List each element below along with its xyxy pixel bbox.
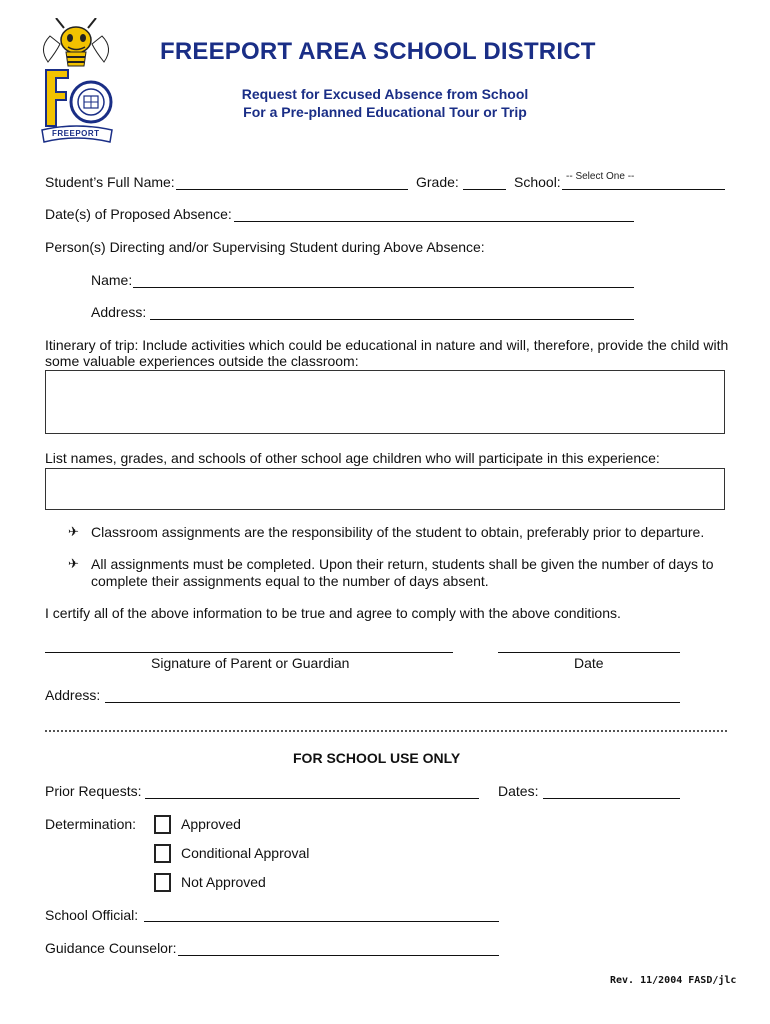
school-use-heading: FOR SCHOOL USE ONLY — [293, 750, 461, 766]
parent-signature-label: Signature of Parent or Guardian — [151, 655, 350, 671]
student-name-label: Student’s Full Name: — [45, 174, 175, 190]
parent-signature-field[interactable] — [45, 652, 453, 653]
not-approved-checkbox[interactable] — [154, 873, 171, 892]
supervisor-name-field[interactable] — [133, 287, 634, 288]
bullet-item-2-line1: All assignments must be completed. Upon their return, students shall be given the number of days to — [91, 556, 714, 572]
supervisor-address-label: Address: — [91, 304, 147, 320]
prior-requests-field[interactable] — [145, 798, 479, 799]
itinerary-label-line1: Itinerary of trip: Include activities which could be educational in nature and will, therefore, provide the child with — [45, 337, 729, 353]
itinerary-label-line2: some valuable experiences outside the classroom: — [45, 353, 359, 369]
bullet-item-2-line2: complete their assignments equal to the number of days absent. — [91, 573, 489, 589]
other-children-label: List names, grades, and schools of other school age children who will participate in this experience: — [45, 450, 660, 466]
determination-label: Determination: — [45, 816, 137, 832]
student-name-field[interactable] — [176, 189, 408, 190]
conditional-approval-checkbox[interactable] — [154, 844, 171, 863]
form-subtitle-line1: Request for Excused Absence from School — [241, 86, 529, 102]
approved-checkbox[interactable] — [154, 815, 171, 834]
supervisor-heading: Person(s) Directing and/or Supervising Student during Above Absence: — [45, 239, 485, 255]
section-divider — [45, 730, 727, 732]
absence-dates-field[interactable] — [234, 221, 634, 222]
itinerary-textarea[interactable] — [45, 370, 725, 434]
district-logo — [38, 18, 116, 146]
guidance-counselor-label: Guidance Counselor: — [45, 940, 177, 956]
page-title: FREEPORT AREA SCHOOL DISTRICT — [160, 38, 596, 65]
signature-date-field[interactable] — [498, 652, 680, 653]
bullet-item-1: Classroom assignments are the responsibility of the student to obtain, preferably prior to departure. — [91, 524, 705, 540]
not-approved-option-label: Not Approved — [181, 874, 266, 890]
airplane-bullet-icon: ✈ — [68, 524, 79, 539]
grade-field[interactable] — [463, 189, 506, 190]
prior-requests-label: Prior Requests: — [45, 783, 142, 799]
school-label: School: — [514, 174, 561, 190]
certification-text: I certify all of the above information to be true and agree to comply with the above conditions. — [45, 605, 621, 621]
school-official-field[interactable] — [144, 921, 499, 922]
hornet-mascot-icon — [38, 18, 116, 146]
approved-option-label: Approved — [181, 816, 241, 832]
form-subtitle-line2: For a Pre-planned Educational Tour or Trip — [243, 104, 527, 120]
supervisor-name-label: Name: — [91, 272, 133, 288]
logo-banner-text: FREEPORT — [52, 129, 100, 138]
grade-label: Grade: — [416, 174, 459, 190]
supervisor-address-field[interactable] — [150, 319, 634, 320]
conditional-approval-option-label: Conditional Approval — [181, 845, 310, 861]
other-children-textarea[interactable] — [45, 468, 725, 510]
guidance-counselor-field[interactable] — [178, 955, 499, 956]
revision-note: Rev. 11/2004 FASD/jlc — [610, 975, 737, 986]
airplane-bullet-icon: ✈ — [68, 556, 79, 571]
school-dates-label: Dates: — [498, 783, 539, 799]
parent-address-label: Address: — [45, 687, 101, 703]
school-select-value: -- Select One -- — [566, 171, 635, 182]
school-select[interactable] — [562, 189, 725, 190]
absence-dates-label: Date(s) of Proposed Absence: — [45, 206, 232, 222]
school-official-label: School Official: — [45, 907, 139, 923]
school-dates-field[interactable] — [543, 798, 680, 799]
parent-address-field[interactable] — [105, 702, 680, 703]
signature-date-label: Date — [574, 655, 604, 671]
